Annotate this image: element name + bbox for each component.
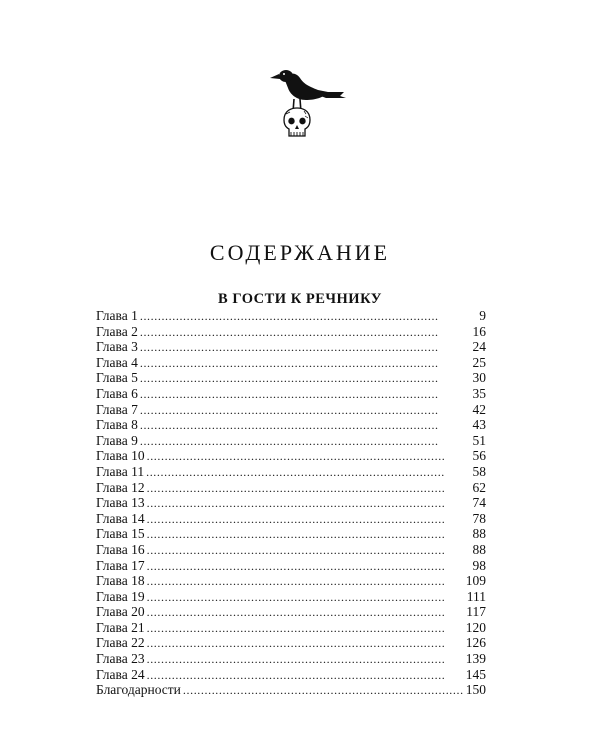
toc-entry-page: 30 <box>472 370 486 386</box>
toc-entry-label: Глава 11 <box>96 463 145 479</box>
dot-leader <box>147 621 464 637</box>
toc-entry-page: 117 <box>466 604 486 620</box>
toc-entry[interactable] <box>96 620 486 636</box>
dot-leader <box>147 449 471 465</box>
dot-leader <box>147 496 471 512</box>
dot-leader <box>147 605 465 621</box>
toc-entry-page: 9 <box>479 308 486 323</box>
toc-entry-label: Глава 4 <box>96 354 138 370</box>
raven-skull-icon <box>266 62 348 150</box>
toc-entry-label: Глава 13 <box>96 495 145 511</box>
toc-entry-label: Глава 1 <box>96 308 138 323</box>
dot-leader <box>140 340 471 356</box>
toc-entry[interactable] <box>96 433 486 449</box>
dot-leader <box>140 418 471 434</box>
toc-entry[interactable] <box>96 355 486 371</box>
toc-entry[interactable] <box>96 667 486 683</box>
toc-entry[interactable] <box>96 339 486 355</box>
toc-entry[interactable] <box>96 511 486 527</box>
dot-leader <box>147 543 471 559</box>
toc-entry-page: 145 <box>465 666 486 682</box>
toc-entry-label: Глава 20 <box>96 604 145 620</box>
dot-leader <box>147 481 471 497</box>
toc-entry-page: 62 <box>472 479 486 495</box>
dot-leader <box>147 574 464 590</box>
toc-entry-label: Глава 18 <box>96 573 145 589</box>
toc-entry-acknowledgements[interactable] <box>96 682 486 698</box>
toc-entry-page: 139 <box>465 651 486 667</box>
dot-leader <box>147 652 464 668</box>
toc-entry-label: Глава 5 <box>96 370 138 386</box>
toc-entry[interactable] <box>96 651 486 667</box>
toc-entry-page: 35 <box>472 385 486 401</box>
toc-entry-label: Глава 23 <box>96 651 145 667</box>
dot-leader <box>147 512 471 528</box>
dot-leader <box>140 325 471 341</box>
toc-entry[interactable] <box>96 480 486 496</box>
toc-entry-label: Глава 22 <box>96 635 145 651</box>
dot-leader <box>140 434 471 450</box>
toc-entry-page: 42 <box>472 401 486 417</box>
toc-entry-label: Глава 17 <box>96 557 145 573</box>
toc-entry-page: 74 <box>472 495 486 511</box>
toc-entry-label: Глава 14 <box>96 510 145 526</box>
dot-leader <box>146 465 470 481</box>
dot-leader <box>140 403 471 419</box>
toc-entry-page: 111 <box>466 588 486 604</box>
dot-leader <box>183 683 464 699</box>
toc-entry[interactable] <box>96 324 486 340</box>
toc-entry[interactable] <box>96 495 486 511</box>
toc-entry-label: Глава 19 <box>96 588 145 604</box>
toc-entry-label: Глава 3 <box>96 339 138 355</box>
dot-leader <box>140 309 477 325</box>
toc-entry-page: 51 <box>472 432 486 448</box>
toc-entry-label: Глава 6 <box>96 385 138 401</box>
contents-heading: СОДЕРЖАНИЕ <box>209 240 391 265</box>
toc-entry-label: Глава 2 <box>96 323 138 339</box>
toc-entry-page: 88 <box>472 541 486 557</box>
toc-entry-page: 78 <box>472 510 486 526</box>
toc-entry[interactable] <box>96 417 486 433</box>
toc-entry-label: Глава 21 <box>96 619 145 635</box>
toc-entry[interactable] <box>96 464 486 480</box>
toc-entry-label: Глава 16 <box>96 541 145 557</box>
toc-entry-page: 120 <box>465 619 486 635</box>
toc-entry[interactable] <box>96 402 486 418</box>
toc-entry-label: Глава 7 <box>96 401 138 417</box>
toc-entry[interactable] <box>96 589 486 605</box>
toc-entry-label: Глава 24 <box>96 666 145 682</box>
toc-entry-label: Глава 10 <box>96 448 145 464</box>
toc-entry[interactable] <box>96 308 486 324</box>
toc-entry-page: 24 <box>472 339 486 355</box>
toc-entry-label: Глава 15 <box>96 526 145 542</box>
toc-entry-page: 126 <box>465 635 486 651</box>
toc-entry-page: 150 <box>465 682 486 698</box>
table-of-contents <box>96 308 486 698</box>
dot-leader <box>147 527 471 543</box>
toc-entry-label: Глава 9 <box>96 432 138 448</box>
toc-entry-label: Глава 8 <box>96 417 138 433</box>
toc-entry[interactable] <box>96 526 486 542</box>
dot-leader <box>140 387 471 403</box>
toc-entry-label: Благодарности <box>96 682 181 698</box>
toc-entry-page: 88 <box>472 526 486 542</box>
toc-entry-page: 25 <box>472 354 486 370</box>
toc-entry-page: 58 <box>472 463 486 479</box>
dot-leader <box>147 559 471 575</box>
toc-entry[interactable] <box>96 558 486 574</box>
toc-entry-page: 98 <box>472 557 486 573</box>
dot-leader <box>147 590 465 606</box>
dot-leader <box>140 356 471 372</box>
toc-entry[interactable] <box>96 370 486 386</box>
toc-entry[interactable] <box>96 448 486 464</box>
toc-entry[interactable] <box>96 386 486 402</box>
dot-leader <box>140 371 471 387</box>
toc-entry-page: 16 <box>472 323 486 339</box>
dot-leader <box>147 636 464 652</box>
toc-entry-label: Глава 12 <box>96 479 145 495</box>
toc-entry[interactable] <box>96 573 486 589</box>
toc-entry[interactable] <box>96 635 486 651</box>
toc-entry[interactable] <box>96 542 486 558</box>
toc-entry[interactable] <box>96 604 486 620</box>
section-title: В ГОСТИ К РЕЧНИКУ <box>218 291 382 307</box>
toc-entry-page: 56 <box>472 448 486 464</box>
dot-leader <box>147 668 464 684</box>
toc-entry-page: 43 <box>472 417 486 433</box>
toc-entry-page: 109 <box>465 573 486 589</box>
